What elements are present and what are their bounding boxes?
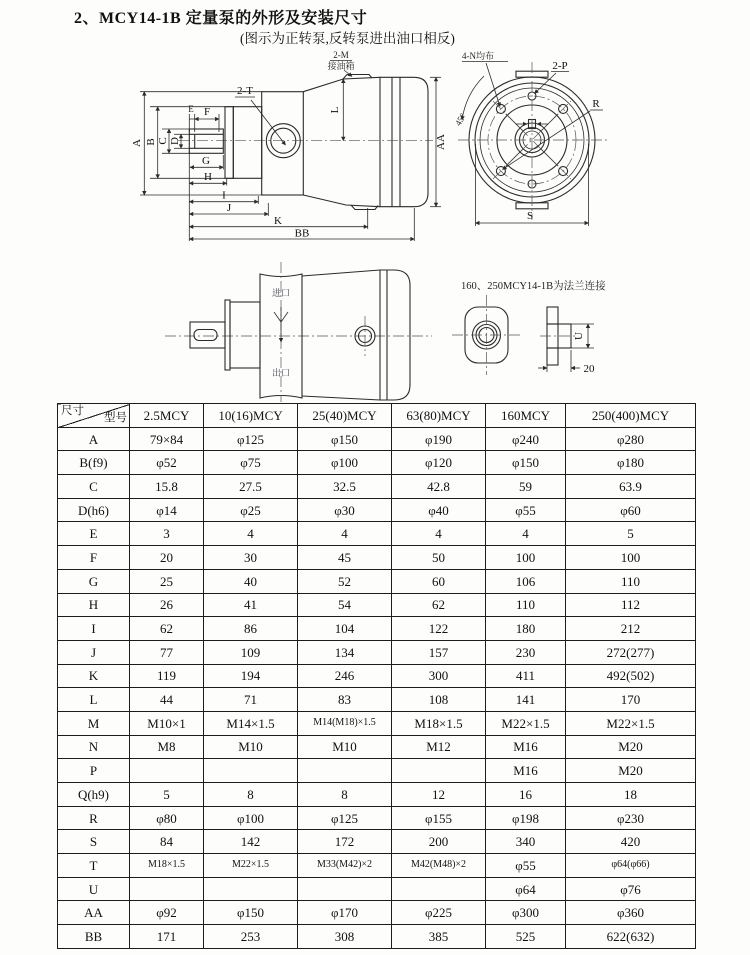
table-head [58,404,696,428]
dim-label-F: F [203,106,211,118]
dim-value: M10 [204,735,298,759]
extension-lines [140,77,441,241]
dim-value: 106 [486,569,566,593]
dim-label: BB [58,925,130,949]
dim-value: 15.8 [130,475,204,499]
model-header: 2.5MCY [130,404,204,428]
dim-value: 246 [298,664,392,688]
dim-label: S [58,830,130,854]
dim-label-E: E [188,104,194,114]
flange-connection-drawing [448,268,748,403]
dim-value: M16 [486,735,566,759]
dim-value: 622(632) [566,925,696,949]
dim-value: φ155 [392,806,486,830]
dim-value: 42.8 [392,475,486,499]
corner-label-model: 型号 [104,412,127,425]
dim-value: 62 [130,617,204,641]
dim-value: 200 [392,830,486,854]
dim-value [204,759,298,783]
table-row [58,877,696,901]
dim-value: φ55 [486,498,566,522]
dim-label-J: J [226,202,232,214]
table-row [58,901,696,925]
flange-outline [458,62,608,220]
dim-label-AA: AA [435,134,447,150]
dim-value: 525 [486,925,566,949]
dim-label-G: G [202,155,210,167]
dim-value: 230 [486,640,566,664]
dim-value: 30 [204,546,298,570]
dim-value: 212 [566,617,696,641]
table-row [58,854,696,878]
table-row [58,546,696,570]
dim-value: 62 [392,593,486,617]
inlet-label: 进口 [271,288,291,298]
dim-value [130,759,204,783]
dim-value: 83 [298,688,392,712]
dim-value: 108 [392,688,486,712]
dim-value: 194 [204,664,298,688]
table-row [58,688,696,712]
dim-value: 77 [130,640,204,664]
dim-value: φ125 [204,427,298,451]
dim-label-C: C [157,137,169,145]
dim-label: G [58,569,130,593]
dim-label: T [58,854,130,878]
dim-value: φ30 [298,498,392,522]
dim-label-B: B [145,138,157,146]
table-header-row [58,404,696,428]
dim-value: 253 [204,925,298,949]
dim-value: 122 [392,617,486,641]
dim-value: 100 [566,546,696,570]
dim-label: K [58,664,130,688]
dim-value: 300 [392,664,486,688]
table-row [58,830,696,854]
dim-value: 59 [486,475,566,499]
dim-value: M33(M42)×2 [298,854,392,878]
label-4n-holes: 4-N均布 [462,51,494,61]
dim-label-20: 20 [583,363,595,375]
dim-value: φ300 [486,901,566,925]
dim-value: 71 [204,688,298,712]
dim-value [298,877,392,901]
dim-label-U: U [573,332,585,340]
outlet-label: 出口 [271,368,291,378]
dim-value: 25 [130,569,204,593]
dim-value: M20 [566,759,696,783]
table-row [58,759,696,783]
flange-connection-note: 160、250MCY14-1B为法兰连接 [461,281,606,292]
dim-value: 52 [298,569,392,593]
dim-value: 8 [204,783,298,807]
table-row [58,640,696,664]
dim-value: 20 [130,546,204,570]
dim-value: M14(M18)×1.5 [298,711,392,735]
table-row [58,735,696,759]
dim-value: 50 [392,546,486,570]
dim-value: 157 [392,640,486,664]
page-subtitle: (图示为正转泵,反转泵进出油口相反) [240,31,455,46]
dim-value: 134 [298,640,392,664]
table-row [58,806,696,830]
dim-value: 63.9 [566,475,696,499]
dim-value: 119 [130,664,204,688]
pump-outline [178,75,433,210]
dim-value: 32.5 [298,475,392,499]
dim-value: M10×1 [130,711,204,735]
dim-value: M18×1.5 [392,711,486,735]
dim-value: φ64 [486,877,566,901]
dim-label: I [58,617,130,641]
dim-label: F [58,546,130,570]
model-header: 160MCY [486,404,566,428]
table-row [58,475,696,499]
dim-value: 79×84 [130,427,204,451]
dim-value: 40 [204,569,298,593]
dim-value: M16 [486,759,566,783]
dim-label: J [58,640,130,664]
dim-value: 45 [298,546,392,570]
dim-value: φ100 [298,451,392,475]
dim-value: 5 [130,783,204,807]
dim-value: φ280 [566,427,696,451]
dim-value: M18×1.5 [130,854,204,878]
dim-value: 4 [298,522,392,546]
dim-value: 171 [130,925,204,949]
table-row [58,783,696,807]
dim-label-BB: BB [294,227,310,240]
dim-label: U [58,877,130,901]
dim-value: 170 [566,688,696,712]
dim-value: φ80 [130,806,204,830]
dim-label: N [58,735,130,759]
port-view-drawing [160,252,440,402]
dim-value: 142 [204,830,298,854]
dim-value: M42(M48)×2 [392,854,486,878]
dim-label: P [58,759,130,783]
dim-value: 60 [392,569,486,593]
dim-value: 172 [298,830,392,854]
dim-value: φ198 [486,806,566,830]
dim-value: φ150 [204,901,298,925]
dim-value: 8 [298,783,392,807]
model-header: 250(400)MCY [566,404,696,428]
dim-value: M22×1.5 [204,854,298,878]
table-row [58,664,696,688]
dim-value: φ25 [204,498,298,522]
dim-value: 100 [486,546,566,570]
dim-value: φ64(φ66) [566,854,696,878]
dim-value: φ40 [392,498,486,522]
dim-label: C [58,475,130,499]
table-row [58,593,696,617]
dim-value: φ230 [566,806,696,830]
dim-label: M [58,711,130,735]
dim-value: φ180 [566,451,696,475]
dim-value: M10 [298,735,392,759]
dim-value: 141 [486,688,566,712]
port-label-2t: 2-T [237,85,253,97]
dim-value: 12 [392,783,486,807]
dim-value: 340 [486,830,566,854]
dim-value: 385 [392,925,486,949]
dim-label-H: H [204,171,212,183]
dim-value: φ60 [566,498,696,522]
dim-value: φ14 [130,498,204,522]
dim-value [392,759,486,783]
dim-value: φ170 [298,901,392,925]
table-row [58,925,696,949]
dim-value: 3 [130,522,204,546]
dim-value: φ190 [392,427,486,451]
dim-value: M12 [392,735,486,759]
dim-value: 4 [486,522,566,546]
dim-value: φ125 [298,806,392,830]
dim-value: 4 [392,522,486,546]
dim-label: L [58,688,130,712]
dim-value [130,877,204,901]
dim-value: 109 [204,640,298,664]
dim-value: M20 [566,735,696,759]
label-radius-r: R [592,98,600,110]
dim-value: 54 [298,593,392,617]
flange-view-drawing [450,48,750,238]
label-45-degrees: 45° [452,111,468,128]
model-header: 63(80)MCY [392,404,486,428]
table-row [58,451,696,475]
dim-value: φ55 [486,854,566,878]
table-row [58,427,696,451]
dim-value: 4 [204,522,298,546]
dim-value: φ75 [204,451,298,475]
flange-dimensions [462,62,603,227]
dim-value: 411 [486,664,566,688]
dim-value: 104 [298,617,392,641]
dim-label: Q(h9) [58,783,130,807]
dim-value: 420 [566,830,696,854]
corner-label-size: 尺寸 [61,405,84,417]
model-header: 25(40)MCY [298,404,392,428]
dim-label: A [58,427,130,451]
dim-label: D(h6) [58,498,130,522]
port-note-tank: 接油箱 [327,61,355,71]
flange-section-view [538,307,595,375]
dim-value: 110 [486,593,566,617]
dim-label: E [58,522,130,546]
dim-value: φ240 [486,427,566,451]
dim-label-S: S [526,210,534,222]
dim-value: M22×1.5 [486,711,566,735]
flange-square-view [452,295,521,375]
dim-value: φ225 [392,901,486,925]
dim-label: AA [58,901,130,925]
dim-value [298,759,392,783]
table-row [58,711,696,735]
dim-label: R [58,806,130,830]
dim-value: M14×1.5 [204,711,298,735]
dim-value: 180 [486,617,566,641]
dim-label: B(f9) [58,451,130,475]
dim-value: φ150 [486,451,566,475]
dim-label-K: K [274,215,282,227]
dim-value [204,877,298,901]
dim-value: φ150 [298,427,392,451]
dim-value [392,877,486,901]
dim-value: 41 [204,593,298,617]
dim-label-I: I [222,189,226,202]
port-label-2m: 2-M [333,50,349,60]
dim-value: φ92 [130,901,204,925]
dim-value: φ120 [392,451,486,475]
dim-value: 84 [130,830,204,854]
dim-value: 272(277) [566,640,696,664]
dim-value: M22×1.5 [566,711,696,735]
dim-value: M8 [130,735,204,759]
dim-value: 18 [566,783,696,807]
model-header: 10(16)MCY [204,404,298,428]
port-view-outline [165,262,432,402]
label-2p-ports: 2-P [552,60,568,72]
dim-value: 308 [298,925,392,949]
dim-value: φ76 [566,877,696,901]
dim-value: 492(502) [566,664,696,688]
dim-value: 44 [130,688,204,712]
dim-value: 16 [486,783,566,807]
dim-value: φ100 [204,806,298,830]
table-corner-cell [58,404,130,428]
side-view-drawing [88,48,460,260]
dim-label-A: A [131,139,143,147]
dim-value: φ52 [130,451,204,475]
dim-label: H [58,593,130,617]
dim-label-D: D [169,137,181,145]
table-row [58,522,696,546]
table-row [58,569,696,593]
table-body [58,427,696,948]
dim-value: 5 [566,522,696,546]
table-row [58,498,696,522]
table-row [58,617,696,641]
dim-value: 86 [204,617,298,641]
dim-value: 110 [566,569,696,593]
dim-value: 112 [566,593,696,617]
dim-value: φ360 [566,901,696,925]
dim-value: 26 [130,593,204,617]
dim-label-L: L [329,106,341,114]
dim-value: 27.5 [204,475,298,499]
page-title: 2、MCY14-1B 定量泵的外形及安装尺寸 [74,10,368,27]
dimension-table [57,403,696,949]
